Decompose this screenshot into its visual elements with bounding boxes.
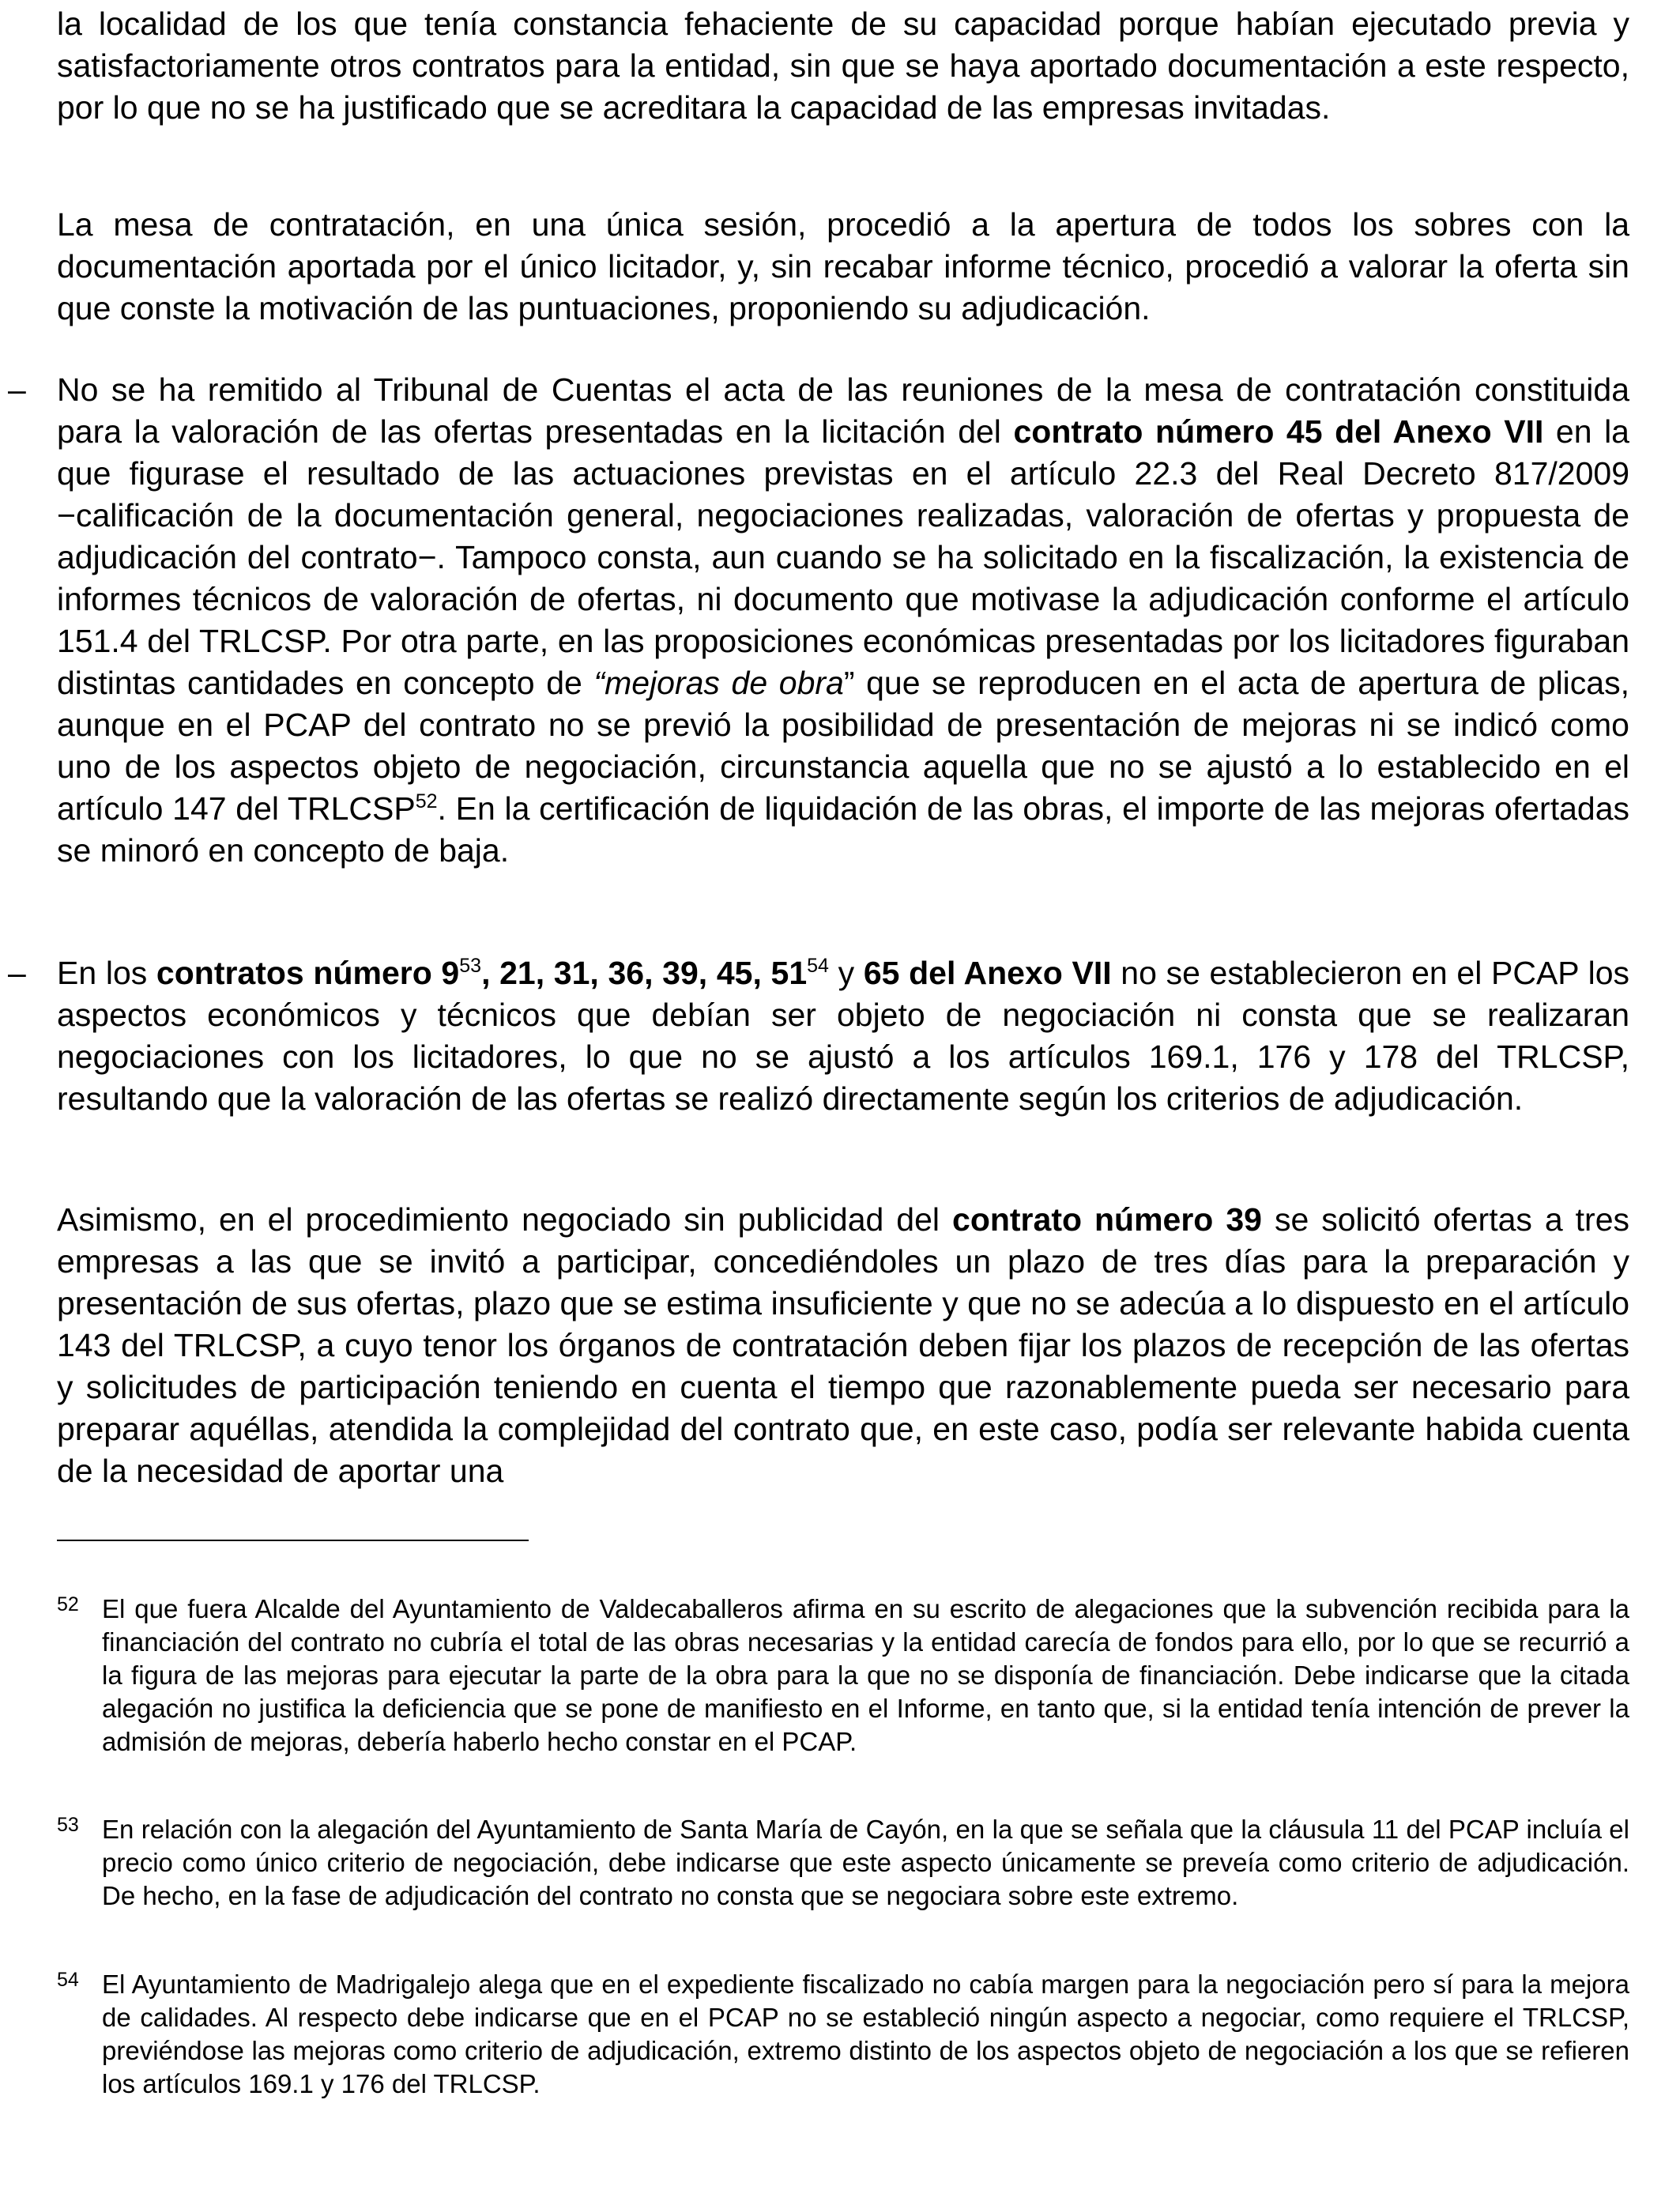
paragraph-capacity: la localidad de los que tenía constancia fehaciente de su capacidad porque habían ejecutado previa y satisfactoriamente otros contratos para la entidad, sin que se haya aportado documentación a este respecto, por lo que no se ha justificado que se acreditara la capacidad de las empresas invitadas.	[57, 6, 1629, 126]
footnote-text: El Ayuntamiento de Madrigalejo alega que en el expediente fiscalizado no cabía margen para la negociación pero sí para la mejora de calidades. Al respecto debe indicarse que en el PCAP no se estableció ningún aspecto a negociar, como requiere el TRLCSP, previéndose las mejoras como criterio de adjudicación, extremo distinto de los aspectos objeto de negociación a los que se refieren los artículos 169.1 y 176 del TRLCSP.	[102, 1970, 1629, 2098]
text-run: No se ha remitido al Tribunal de Cuentas el acta de las reuniones de la mesa de contratación constituida para la valoración de las ofertas presentadas en la licitación del	[57, 371, 1629, 450]
paragraph-contrato-39	[57, 1199, 1629, 1492]
italic-run: “mejoras de obra	[593, 665, 844, 701]
text-run: ” que se reproducen en el acta de apertura de plicas, aunque en el PCAP del contrato no se previó la posibilidad de presentación de mejoras ni se indicó como uno de los aspectos objeto de negociación, circunstancia aquella que no se ajustó a lo establecido en el artículo 147 del TRLCSP	[57, 665, 1629, 827]
footnote-52	[57, 1593, 1629, 1759]
footnote-54	[57, 1968, 1629, 2101]
bullet-dash: –	[8, 955, 26, 991]
bold-run: , 21, 31, 36, 39, 45, 51	[481, 955, 808, 991]
bold-run: contratos número 9	[156, 955, 460, 991]
bullet-text	[57, 369, 1629, 872]
footnote-number: 54	[57, 1969, 79, 1991]
footnote-number: 53	[57, 1814, 79, 1836]
text-run: y	[828, 955, 864, 991]
footnote-text: El que fuera Alcalde del Ayuntamiento de Valdecaballeros afirma en su escrito de alegaciones que la subvención recibida para la financiación del contrato no cubría el total de las obras necesarias y la entidad carecía de fondos para ello, por lo que se recurrió a la figura de las mejoras para ejecutar la parte de la obra para la que no se disponía de financiación. Debe indicarse que la citada alegación no justifica la deficiencia que se pone de manifiesto en el Informe, en tanto que, si la entidad tenía intención de prever la admisión de mejoras, debería haberlo hecho constar en el PCAP.	[102, 1594, 1629, 1756]
footnote-number: 52	[57, 1593, 79, 1615]
bullet-text	[57, 952, 1629, 1120]
text-run: . En la certificación de liquidación de las obras, el importe de las mejoras ofertadas se minoró en concepto de baja.	[57, 790, 1629, 869]
bold-run: contrato número 45 del Anexo VII	[1013, 413, 1544, 450]
text-run: en la que figurase el resultado de las actuaciones previstas en el artículo 22.3 del Real Decreto 817/2009 −calificación de la documentación general, negociaciones realizadas, valoración de ofertas y propuesta de adjudicación del contrato−. Tampoco consta, aun cuando se ha solicitado en la fiscalización, la existencia de informes técnicos de valoración de ofertas, ni documento que motivase la adjudicación conforme el artículo 151.4 del TRLCSP. Por otra parte, en las proposiciones económicas presentadas por los licitadores figuraban distintas cantidades en concepto de	[57, 413, 1629, 701]
footnote-ref-52[interactable]: 52	[415, 790, 438, 812]
footnote-separator	[57, 1540, 529, 1541]
bullet-item-contrato-45	[0, 369, 1629, 872]
bold-run: contrato número 39	[952, 1201, 1262, 1238]
footnote-53	[57, 1813, 1629, 1913]
paragraph-mesa-contratacion: La mesa de contratación, en una única sesión, procedió a la apertura de todos los sobres con la documentación aportada por el único licitador, y, sin recabar informe técnico, procedió a valorar la oferta sin que conste la motivación de las puntuaciones, proponiendo su adjudicación.	[57, 206, 1629, 326]
footnote-text: En relación con la alegación del Ayuntamiento de Santa María de Cayón, en la que se señala que la cláusula 11 del PCAP incluía el precio como único criterio de negociación, debe indicarse que este aspecto únicamente se preveía como criterio de adjudicación. De hecho, en la fase de adjudicación del contrato no consta que se negociara sobre este extremo.	[102, 1815, 1629, 1910]
text-run: Asimismo, en el procedimiento negociado sin publicidad del	[57, 1201, 953, 1238]
text-run: se solicitó ofertas a tres empresas a las que se invitó a participar, concediéndoles un plazo de tres días para la preparación y presentación de sus ofertas, plazo que se estima insuficiente y que no se adecúa a lo dispuesto en el artículo 143 del TRLCSP, a cuyo tenor los órganos de contratación deben fijar los plazos de recepción de las ofertas y solicitudes de participación teniendo en cuenta el tiempo que razonablemente pueda ser necesario para preparar aquéllas, atendida la complejidad del contrato que, en este caso, podía ser relevante habida cuenta de la necesidad de aportar una	[57, 1201, 1630, 1489]
text-run: no se establecieron en el PCAP los aspectos económicos y técnicos que debían ser objeto de negociación ni consta que se realizaran negociaciones con los licitadores, lo que no se ajustó a los artículos 169.1, 176 y 178 del TRLCSP, resultando que la valoración de las ofertas se realizó directamente según los criterios de adjudicación.	[57, 955, 1629, 1117]
text-run: En los	[57, 955, 156, 991]
bullet-dash: –	[8, 371, 26, 408]
footnote-ref-53[interactable]: 53	[459, 955, 482, 977]
bold-run: 65 del Anexo VII	[863, 955, 1112, 991]
footnote-ref-54[interactable]: 54	[807, 955, 829, 977]
bullet-item-contratos-pcap	[0, 952, 1629, 1120]
